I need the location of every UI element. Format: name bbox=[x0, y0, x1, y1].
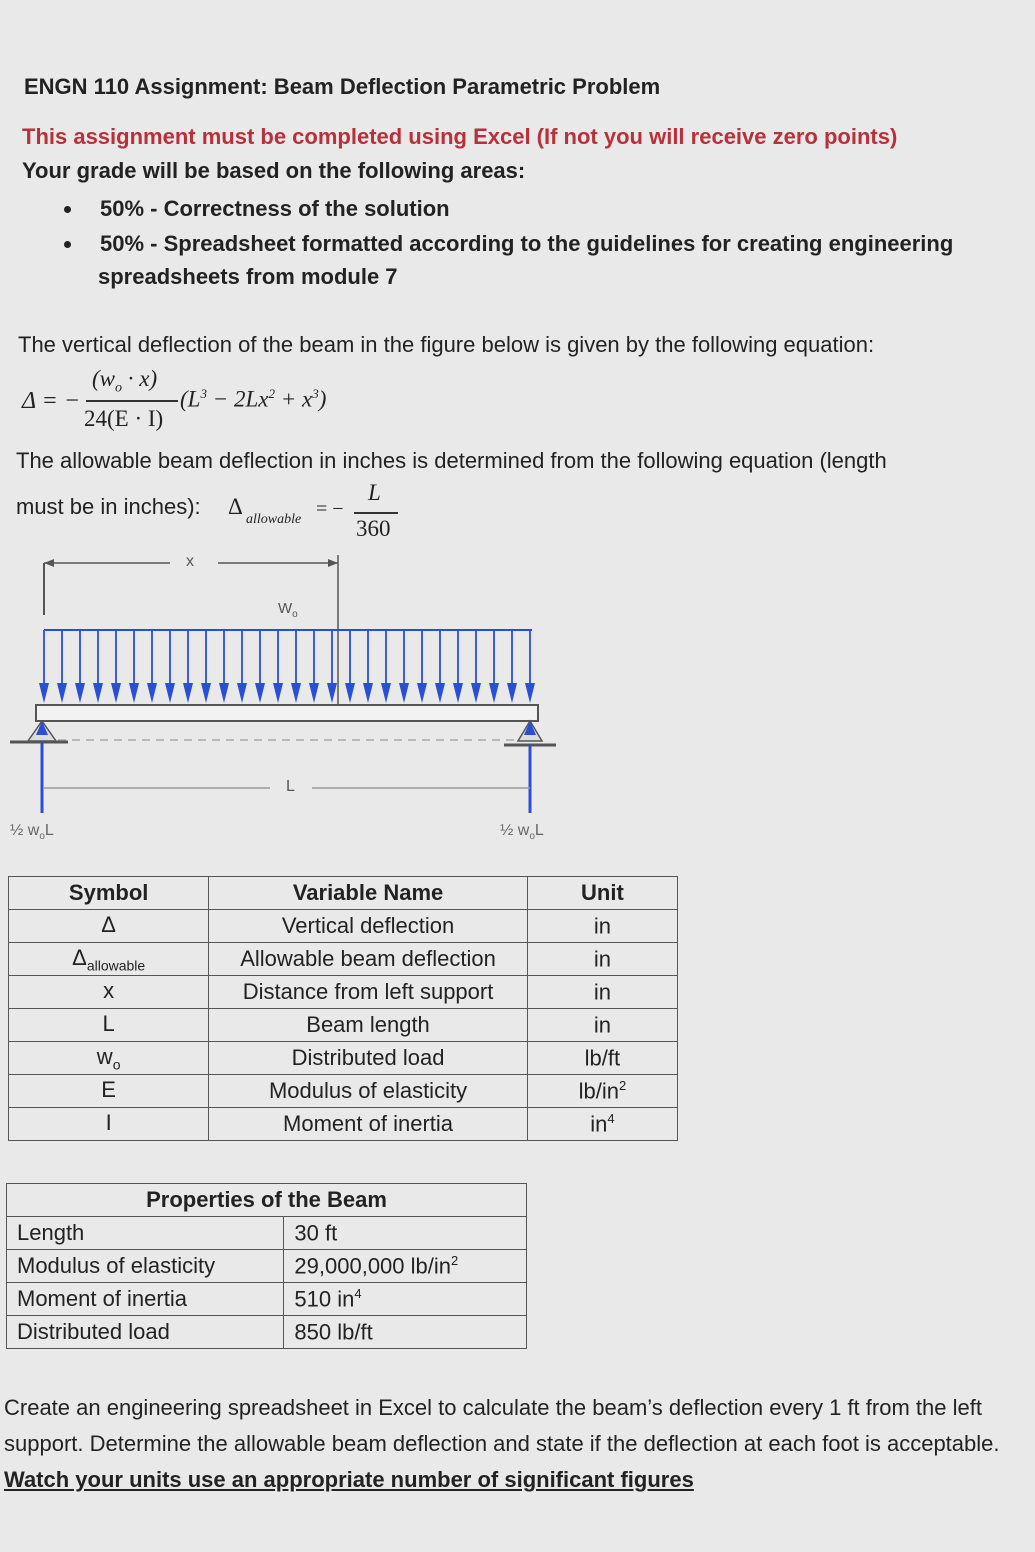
arrow-down-icon bbox=[435, 683, 445, 703]
grade-intro: Your grade will be based on the following areas: bbox=[22, 158, 526, 183]
table-row bbox=[9, 1075, 678, 1108]
arrow-left-icon bbox=[44, 559, 54, 567]
fraction-bar bbox=[86, 400, 178, 402]
unit-cell: lb/ft bbox=[527, 1042, 677, 1075]
variable-name-cell: Vertical deflection bbox=[209, 910, 527, 943]
left-reaction-label: ½ $w_oL$ bbox=[10, 822, 54, 843]
table-row bbox=[9, 943, 678, 976]
right-reaction-label: ½ $w_oL$ bbox=[500, 822, 544, 843]
arrow-down-icon bbox=[399, 683, 409, 703]
property-value-cell: 510 $in^4$ bbox=[284, 1283, 527, 1316]
variable-name-cell: Distributed load bbox=[209, 1042, 527, 1075]
variable-name-cell: Allowable beam deflection bbox=[209, 943, 527, 976]
deflection-intro: The vertical deflection of the beam in the figure below is given by the following equation: bbox=[18, 332, 875, 357]
arrow-right-icon bbox=[328, 559, 338, 567]
arrow-down-icon bbox=[237, 683, 247, 703]
equation-bracket: $(L^3 - 2Lx^2 + x^3)$ bbox=[180, 386, 327, 412]
property-value-cell: 30 ft bbox=[284, 1217, 527, 1250]
allowable-sub: allowable bbox=[246, 512, 302, 527]
l-label: L bbox=[286, 778, 295, 795]
arrow-down-icon bbox=[219, 683, 229, 703]
arrow-down-icon bbox=[489, 683, 499, 703]
symbol-cell: $\Delta_{allowable}$ bbox=[9, 943, 209, 976]
excel-warning: This assignment must be completed using Excel (If not you will receive zero points) bbox=[22, 124, 898, 149]
table-row bbox=[7, 1283, 527, 1316]
arrow-down-icon bbox=[147, 683, 157, 703]
assignment-title: ENGN 110 Assignment: Beam Deflection Parametric Problem bbox=[24, 74, 661, 99]
beam bbox=[36, 705, 538, 721]
unit-cell: in bbox=[527, 943, 677, 976]
bullet-formatting-cont: spreadsheets from module 7 bbox=[98, 264, 398, 289]
equation-lhs: Δ = − bbox=[22, 388, 81, 414]
allowable-intro-cont: must be in inches): bbox=[16, 494, 201, 519]
arrow-down-icon bbox=[381, 683, 391, 703]
arrow-down-icon bbox=[75, 683, 85, 703]
header-symbol: Symbol bbox=[9, 877, 209, 910]
unit-cell: in bbox=[527, 976, 677, 1009]
symbol-cell: I bbox=[9, 1108, 209, 1141]
property-name-cell: Moment of inertia bbox=[7, 1283, 284, 1316]
table-row bbox=[9, 1042, 678, 1075]
properties-title: Properties of the Beam bbox=[7, 1184, 527, 1217]
bullet-formatting: 50% - Spreadsheet formatted according to the guidelines for creating engineering bbox=[100, 231, 954, 256]
variable-name-cell: Beam length bbox=[209, 1009, 527, 1042]
arrow-down-icon bbox=[525, 683, 535, 703]
x-label: x bbox=[186, 553, 194, 570]
table-row bbox=[7, 1316, 527, 1349]
table-row bbox=[7, 1217, 527, 1250]
allowable-fraction-bar bbox=[354, 512, 398, 514]
allowable-equals: = − bbox=[316, 498, 344, 520]
arrow-down-icon bbox=[255, 683, 265, 703]
arrow-down-icon bbox=[183, 683, 193, 703]
variable-name-cell: Distance from left support bbox=[209, 976, 527, 1009]
arrow-down-icon bbox=[327, 683, 337, 703]
arrow-down-icon bbox=[471, 683, 481, 703]
symbol-table bbox=[8, 876, 678, 1141]
table-header-row bbox=[7, 1184, 527, 1217]
equation-numerator: $(w_o \cdot x)$ bbox=[92, 366, 158, 396]
arrow-down-icon bbox=[57, 683, 67, 703]
table-header-row bbox=[9, 877, 678, 910]
unit-cell: in bbox=[527, 1009, 677, 1042]
properties-table bbox=[6, 1183, 527, 1349]
property-value-cell: 29,000,000 $lb/in^2$ bbox=[284, 1250, 527, 1283]
allowable-numerator: L bbox=[368, 480, 381, 505]
header-unit: Unit bbox=[527, 877, 677, 910]
allowable-intro: The allowable beam deflection in inches is determined from the following equation (length bbox=[16, 448, 887, 473]
symbol-cell: Δ bbox=[9, 910, 209, 943]
allowable-denominator: 360 bbox=[356, 516, 391, 541]
arrow-down-icon bbox=[129, 683, 139, 703]
arrow-down-icon bbox=[111, 683, 121, 703]
header-variable-name: Variable Name bbox=[209, 877, 527, 910]
w-label: $W_o$ bbox=[278, 600, 298, 620]
bullet-correctness: 50% - Correctness of the solution bbox=[100, 196, 450, 221]
variable-name-cell: Moment of inertia bbox=[209, 1108, 527, 1141]
unit-cell: $in^4$ bbox=[527, 1108, 677, 1141]
equation-denominator: 24(E · I) bbox=[84, 406, 164, 431]
property-name-cell: Distributed load bbox=[7, 1316, 284, 1349]
closing-instructions bbox=[4, 1390, 1024, 1498]
beam-figure bbox=[0, 545, 600, 855]
unit-cell: in bbox=[527, 910, 677, 943]
property-name-cell: Modulus of elasticity bbox=[7, 1250, 284, 1283]
table-row bbox=[7, 1250, 527, 1283]
property-value-cell: 850 lb/ft bbox=[284, 1316, 527, 1349]
arrow-down-icon bbox=[273, 683, 283, 703]
arrow-down-icon bbox=[507, 683, 517, 703]
arrow-down-icon bbox=[93, 683, 103, 703]
arrow-down-icon bbox=[345, 683, 355, 703]
bullet-icon bbox=[64, 206, 71, 213]
closing-text: Create an engineering spreadsheet in Excel to calculate the beam’s deflection every 1 ft from the left support. Determine the allowable beam deflection and state if the deflection at each foot is acceptable. bbox=[4, 1395, 1000, 1456]
arrow-down-icon bbox=[291, 683, 301, 703]
table-row bbox=[9, 976, 678, 1009]
symbol-cell: L bbox=[9, 1009, 209, 1042]
symbol-cell: x bbox=[9, 976, 209, 1009]
table-row bbox=[9, 1009, 678, 1042]
symbol-cell: E bbox=[9, 1075, 209, 1108]
arrow-down-icon bbox=[363, 683, 373, 703]
table-row bbox=[9, 1108, 678, 1141]
property-name-cell: Length bbox=[7, 1217, 284, 1250]
arrow-down-icon bbox=[417, 683, 427, 703]
variable-name-cell: Modulus of elasticity bbox=[209, 1075, 527, 1108]
arrow-down-icon bbox=[453, 683, 463, 703]
arrow-down-icon bbox=[309, 683, 319, 703]
symbol-cell: $w_o$ bbox=[9, 1042, 209, 1075]
table-row bbox=[9, 910, 678, 943]
distributed-load-arrows bbox=[39, 630, 535, 703]
allowable-delta: Δ bbox=[228, 494, 243, 519]
unit-cell: $lb/in^2$ bbox=[527, 1075, 677, 1108]
units-emphasis: Watch your units use an appropriate number of significant figures bbox=[4, 1467, 694, 1492]
arrow-down-icon bbox=[39, 683, 49, 703]
bullet-icon bbox=[64, 241, 71, 248]
arrow-down-icon bbox=[165, 683, 175, 703]
arrow-down-icon bbox=[201, 683, 211, 703]
